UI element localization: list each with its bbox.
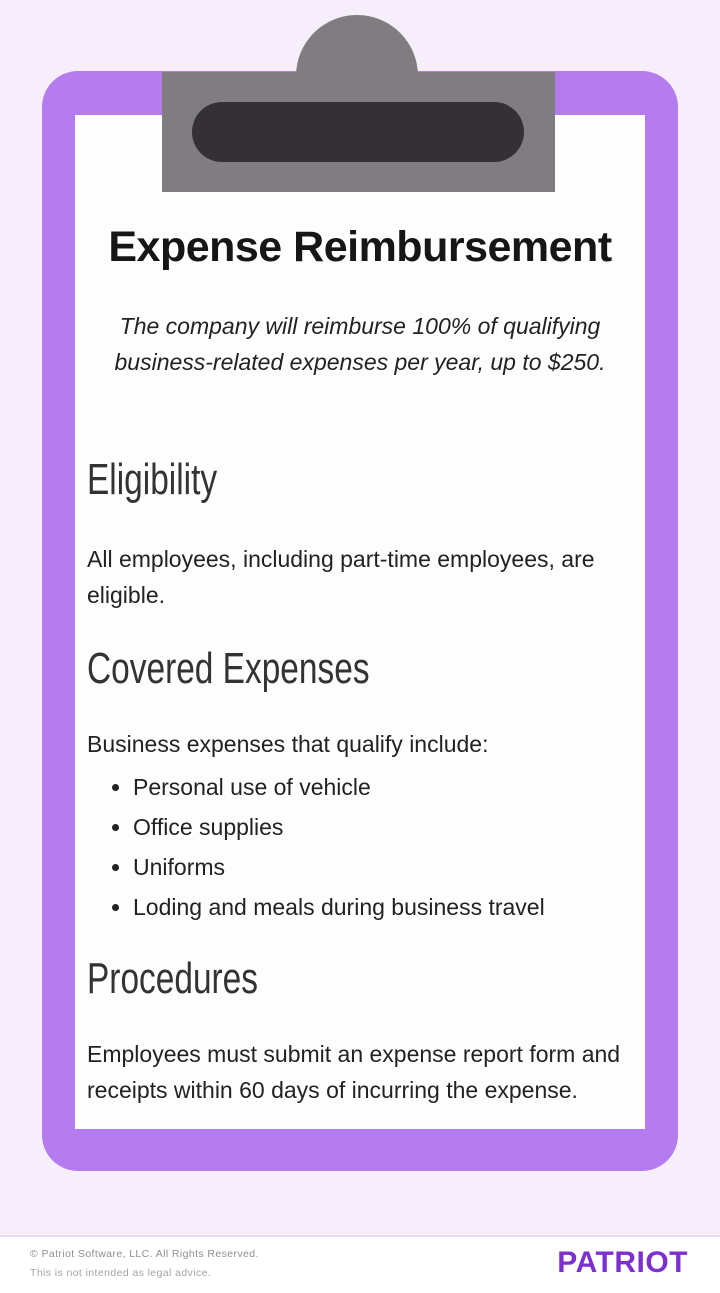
eligibility-paragraph: All employees, including part-time employees, are eligible. (87, 546, 595, 609)
intro-text: The company will reimburse 100% of qualifying business-related expenses per year, up to $250. (114, 313, 606, 376)
clipboard-clip-bar (192, 102, 524, 162)
copyright-text: © Patriot Software, LLC. All Rights Reserved. (30, 1248, 259, 1260)
footer-notes (30, 1245, 259, 1283)
clipboard-paper (75, 115, 645, 1129)
procedures-paragraph: Employees must submit an expense report form and receipts within 60 days of incurring the expense. (87, 1041, 621, 1104)
bullet-item: • Loding and meals during business travel (133, 887, 633, 927)
disclaimer-text: This is not intended as legal advice. (30, 1267, 212, 1279)
section-heading-covered-expenses: Covered Expenses (87, 644, 370, 694)
bullet-item: • Personal use of vehicle (133, 767, 633, 807)
patriot-logo: PATRIOT (557, 1246, 688, 1279)
page-title: Expense Reimbursement (108, 223, 612, 271)
section-heading-eligibility: Eligibility (87, 455, 218, 505)
bullet-item: • Office supplies (133, 807, 633, 847)
covered-expenses-paragraph: Business expenses that qualify include: (87, 731, 489, 758)
covered-expenses-list (87, 767, 633, 927)
footer-bar (0, 1235, 720, 1293)
section-heading-procedures: Procedures (87, 954, 259, 1004)
bullet-item: • Uniforms (133, 847, 633, 887)
